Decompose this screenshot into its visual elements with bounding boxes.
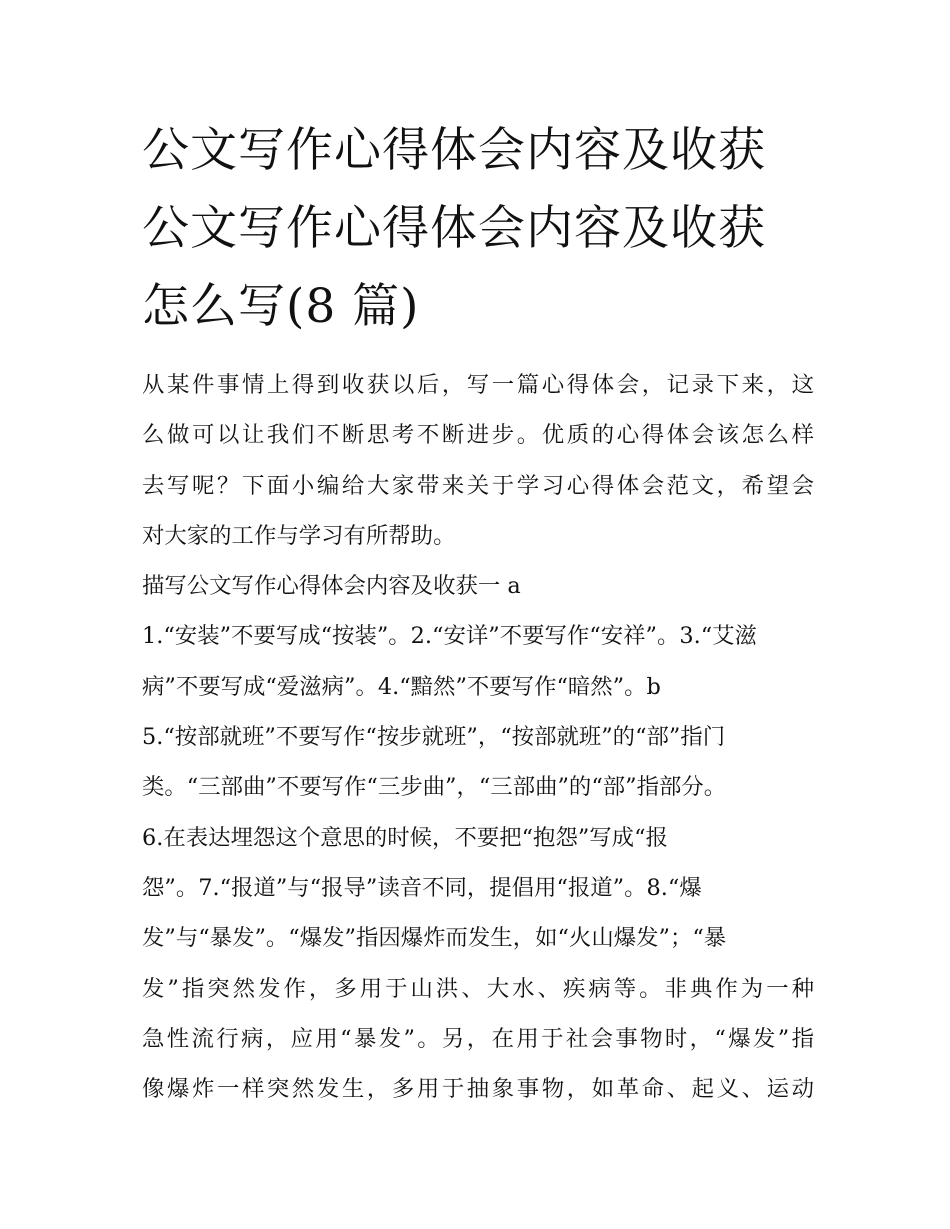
title-line-3: 怎么写(8 篇) (142, 279, 420, 334)
section-heading (142, 561, 814, 611)
intro-paragraph (142, 360, 814, 561)
content-line: 发”指突然发作，多用于山洪、大水、疾病等。非典作为一种 (142, 975, 814, 1002)
content-line: 急性流行病，应用“暴发”。另，在用于社会事物时，“爆发”指 (142, 1025, 814, 1052)
intro-line: 去写呢？下面小编给大家带来关于学习心得体会范文，希望会 (142, 472, 814, 499)
intro-line: 么做可以让我们不断思考不断进步。优质的心得体会该怎么样 (142, 422, 814, 449)
document-title (142, 112, 814, 346)
content-line: 5.“按部就班”不要写作“按步就班”，“按部就班”的“部”指门 (142, 724, 726, 751)
intro-line: 从某件事情上得到收获以后，写一篇心得体会，记录下来，这 (142, 372, 814, 398)
section-heading-text: 描写公文写作心得体会内容及收获一 a (142, 573, 521, 600)
content-line: 1.“安装”不要写成“按装”。2.“安详”不要写作“安祥”。3.“艾滋 (142, 623, 757, 650)
content-line: 发”与“暴发”。“爆发”指因爆炸而发生，如“火山爆发”；“暴 (142, 925, 727, 952)
intro-line: 对大家的工作与学习有所帮助。 (142, 522, 456, 549)
document-body (142, 360, 814, 1114)
content-line: 6.在表达埋怨这个意思的时候，不要把“抱怨”写成“报 (142, 824, 668, 851)
title-line-2: 公文写作心得体会内容及收获 (142, 201, 766, 256)
content-line: 病”不要写成“爱滋病”。4.“黯然”不要写作“暗然”。b (142, 673, 661, 700)
title-line-1: 公文写作心得体会内容及收获 (142, 123, 766, 178)
content-line: 怨”。7.“报道”与“报导”读音不同，提倡用“报道”。8.“爆 (142, 874, 702, 901)
content-line: 像爆炸一样突然发生，多用于抽象事物，如革命、起义、运动 (142, 1076, 814, 1103)
content-line: 类。“三部曲”不要写作“三步曲”，“三部曲”的“部”指部分。 (142, 774, 727, 801)
document-page (142, 112, 814, 1114)
content-paragraph (142, 611, 814, 1114)
